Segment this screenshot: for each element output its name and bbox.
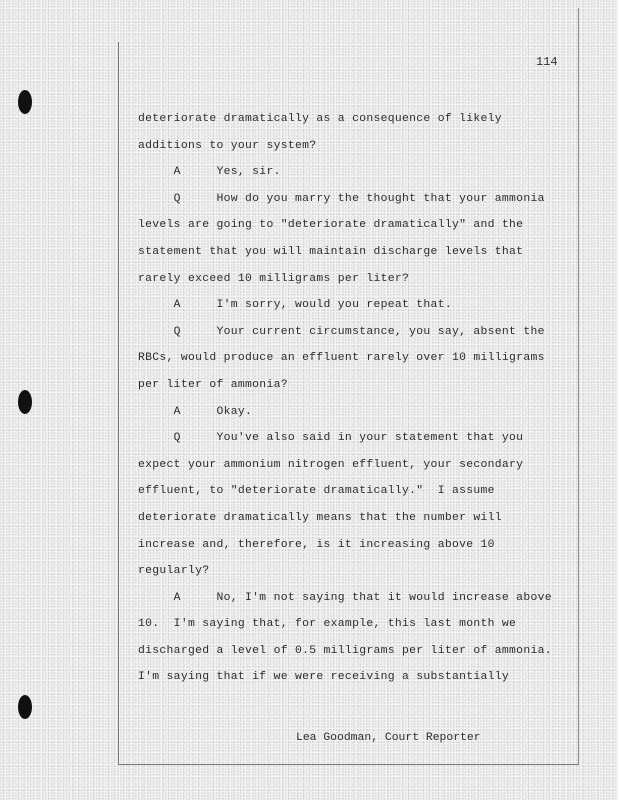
transcript-line: rarely exceed 10 milligrams per liter?	[138, 272, 410, 285]
transcript-line: Q Your current circumstance, you say, absent the	[138, 325, 545, 338]
transcript-line: A Yes, sir.	[138, 166, 281, 179]
binder-hole	[18, 695, 32, 719]
binder-hole	[18, 390, 32, 414]
transcript-line: Q How do you marry the thought that your ammonia	[138, 192, 545, 205]
transcript-line: deteriorate dramatically as a consequence of likely	[138, 113, 502, 125]
transcript-line: regularly?	[138, 565, 210, 578]
page-number: 114	[536, 55, 558, 69]
transcript-line: levels are going to "deteriorate dramatically" and the	[138, 219, 524, 232]
transcript-line: statement that you will maintain discharge levels that	[138, 245, 524, 258]
transcript-line: increase and, therefore, is it increasing above 10	[138, 538, 495, 551]
transcript-line: deteriorate dramatically means that the number will	[138, 511, 502, 524]
binder-hole	[18, 90, 32, 114]
transcript-body	[138, 106, 578, 691]
transcript-line: 10. I'm saying that, for example, this last month we	[138, 618, 517, 631]
transcript-line: Q You've also said in your statement that you	[138, 432, 524, 445]
transcript-line: discharged a level of 0.5 milligrams per liter of ammonia.	[138, 644, 552, 657]
transcript-line: A No, I'm not saying that it would increase above	[138, 591, 552, 604]
page-right-rule	[578, 8, 579, 764]
court-reporter-footer: Lea Goodman, Court Reporter	[296, 732, 481, 744]
transcript-line: A I'm sorry, would you repeat that.	[138, 299, 452, 312]
transcript-line: expect your ammonium nitrogen effluent, your secondary	[138, 458, 524, 471]
transcript-line: additions to your system?	[138, 139, 317, 152]
transcript-line: effluent, to "deteriorate dramatically." I assume	[138, 485, 495, 498]
transcript-line: RBCs, would produce an effluent rarely over 10 milligrams	[138, 352, 545, 365]
transcript-line: A Okay.	[138, 405, 253, 418]
transcript-line: per liter of ammonia?	[138, 378, 288, 391]
transcript-line: I'm saying that if we were receiving a substantially	[138, 671, 510, 684]
